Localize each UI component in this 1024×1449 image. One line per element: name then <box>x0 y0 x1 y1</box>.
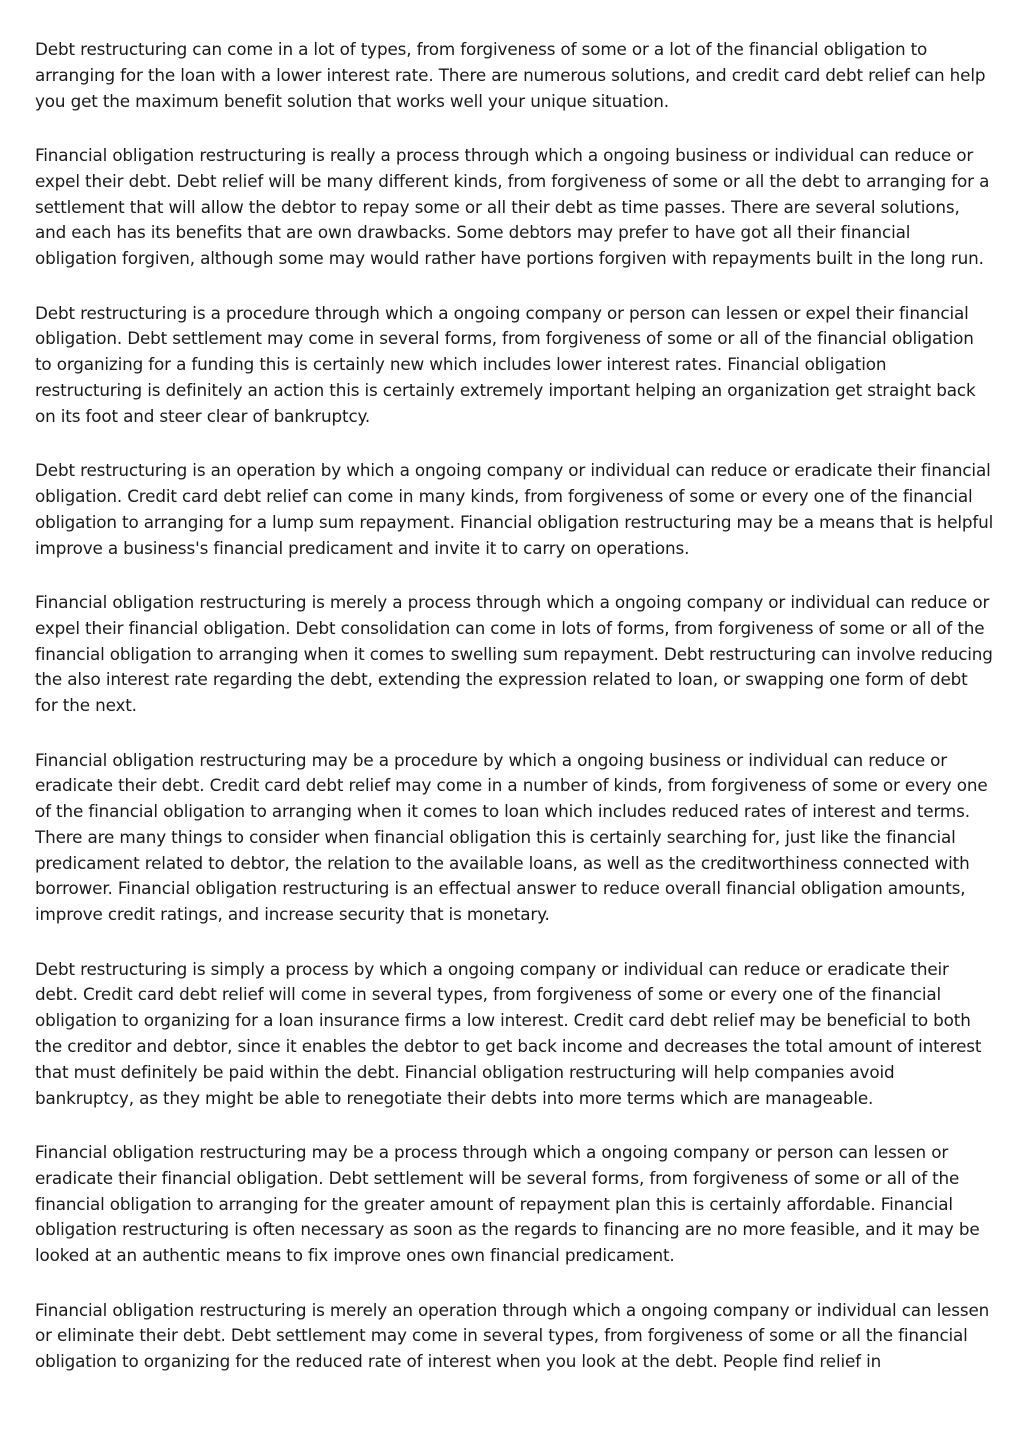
paragraph-3: Debt restructuring is a procedure through which a ongoing company or person can lessen or expel their financial obligation. Debt settlement may come in several forms, from forgiveness of some or all of the financial obligation to organizing for a funding this is certainly new which includes lower interest rates. Financial obligation restructuring is definitely an action this is certainly extremely important helping an organization get straight back on its foot and steer clear of bankruptcy. <box>35 302 976 426</box>
paragraph-8: Financial obligation restructuring may be a process through which a ongoing company or person can lessen or eradicate their financial obligation. Debt settlement will be several forms, from forgiveness of some or all of the financial obligation to arranging for the greater amount of repayment plan this is certainly affordable. Financial obligation restructuring is often necessary as soon as the regards to financing are no more feasible, and it may be looked at an authentic means to fix improve ones own financial predicament. <box>35 1142 980 1266</box>
paragraph-1: Debt restructuring can come in a lot of types, from forgiveness of some or a lot of the financial obligation to arranging for the loan with a lower interest rate. There are numerous solutions, and credit card debt relief can help you get the maximum benefit solution that works well your unique situation. <box>35 39 986 111</box>
paragraph-4: Debt restructuring is an operation by which a ongoing company or individual can reduce or eradicate their financial obligation. Credit card debt relief can come in many kinds, from forgiveness of some or every one of the financial obligation to arranging for a lump sum repayment. Financial obligation restructuring may be a means that is helpful improve a business's financial predicament and invite it to carry on operations. <box>35 460 994 558</box>
paragraph-5: Financial obligation restructuring is merely a process through which a ongoing company or individual can reduce or expel their financial obligation. Debt consolidation can come in lots of forms, from forgiveness of some or all of the financial obligation to arranging when it comes to swelling sum repayment. Debt restructuring can involve reducing the also interest rate regarding the debt, extending the expression related to loan, or swapping one form of debt for the next. <box>35 591 993 716</box>
paragraph-9: Financial obligation restructuring is merely an operation through which a ongoing company or individual can lessen or eliminate their debt. Debt settlement may come in several types, from forgiveness of some or all the financial obligation to organizing for the reduced rate of interest when you look at the debt. People find relief in <box>35 1299 990 1372</box>
document-body <box>35 37 995 1404</box>
paragraph-7: Debt restructuring is simply a process by which a ongoing company or individual can reduce or eradicate their debt. Credit card debt relief will come in several types, from forgiveness of some or every one of the financial obligation to organizing for a loan insurance firms a low interest. Credit card debt relief may be beneficial to both the creditor and debtor, since it enables the debtor to get back income and decreases the total amount of interest that must definitely be paid within the debt. Financial obligation restructuring will help companies avoid bankruptcy, as they might be able to renegotiate their debts into more terms which are manageable. <box>35 958 982 1108</box>
paragraph-2: Financial obligation restructuring is really a process through which a ongoing business or individual can reduce or expel their debt. Debt relief will be many different kinds, from forgiveness of some or all the debt to arranging for a settlement that will allow the debtor to repay some or all their debt as time passes. There are several solutions, and each has its benefits that are own drawbacks. Some debtors may prefer to have got all their financial obligation forgiven, although some may would rather have portions forgiven with repayments built in the long run. <box>35 144 990 269</box>
paragraph-6: Financial obligation restructuring may be a procedure by which a ongoing business or individual can reduce or eradicate their debt. Credit card debt relief may come in a number of kinds, from forgiveness of some or every one of the financial obligation to arranging when it comes to loan which includes reduced rates of interest and terms. There are many things to consider when financial obligation this is certainly searching for, just like the financial predicament related to debtor, the relation to the available loans, as well as the creditworthiness connected with borrower. Financial obligation restructuring is an effectual answer to reduce overall financial obligation amounts, improve credit ratings, and increase security that is monetary. <box>35 749 988 925</box>
